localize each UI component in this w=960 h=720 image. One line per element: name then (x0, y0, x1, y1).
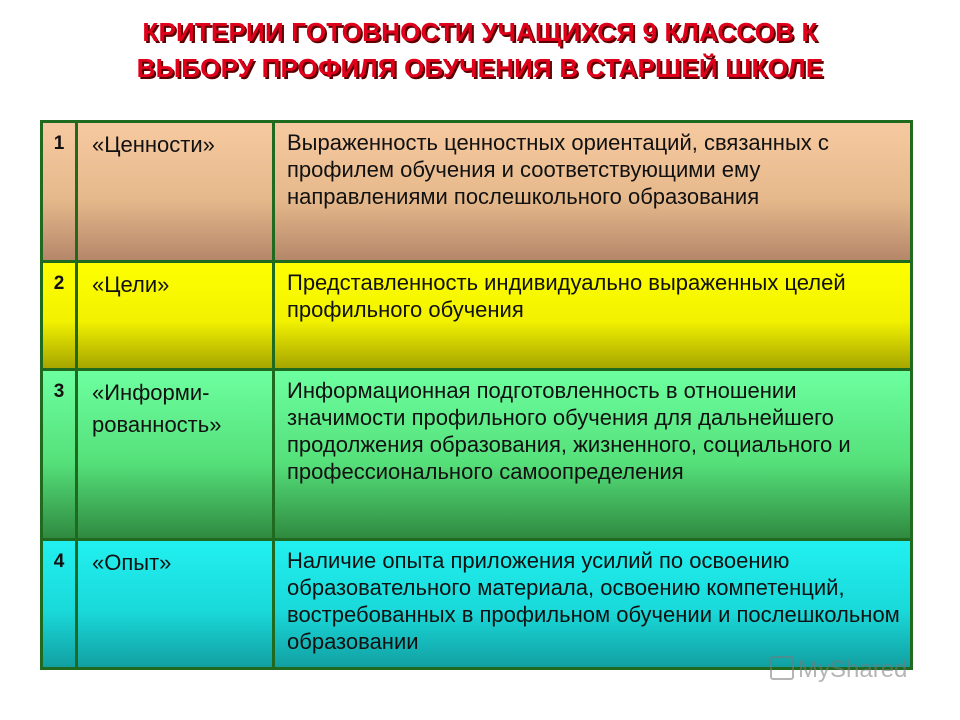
criterion-name: «Ценности» (78, 123, 275, 260)
row-number: 3 (43, 371, 78, 538)
criterion-description: Представленность индивидуально выраженных целей профильного обучения (287, 270, 846, 322)
row-number: 2 (43, 263, 78, 368)
table-row (43, 538, 910, 667)
title-line-2: ВЫБОРУ ПРОФИЛЯ ОБУЧЕНИЯ В СТАРШЕЙ ШКОЛЕ (136, 53, 824, 83)
row-number: 1 (43, 123, 78, 260)
watermark (770, 656, 907, 684)
criterion-name: «Информи-рованность» (78, 371, 275, 538)
table-row (43, 260, 910, 368)
watermark-text: MyShared (798, 656, 908, 683)
row-number: 4 (43, 541, 78, 667)
title-line-1: КРИТЕРИИ ГОТОВНОСТИ УЧАЩИХСЯ 9 КЛАССОВ К (142, 17, 818, 47)
table-row (43, 368, 910, 538)
criterion-description: Наличие опыта приложения усилий по освоению образовательного материала, освоению компетенций, востребованных в профильном обучении и послешкольном образовании (287, 548, 900, 654)
table-row (43, 123, 910, 260)
criterion-description: Информационная подготовленность в отношении значимости профильного обучения для дальнейшего продолжения образования, жизненного, социального и профессионального самоопределения (287, 378, 851, 484)
page-title (20, 14, 940, 86)
criterion-description: Выраженность ценностных ориентаций, связанных с профилем обучения и соответствующими ему направлениями послешкольного образования (287, 130, 829, 209)
criterion-name: «Цели» (78, 263, 275, 368)
criterion-name: «Опыт» (78, 541, 275, 667)
myshared-logo-icon (770, 656, 794, 680)
criteria-table (40, 120, 913, 670)
